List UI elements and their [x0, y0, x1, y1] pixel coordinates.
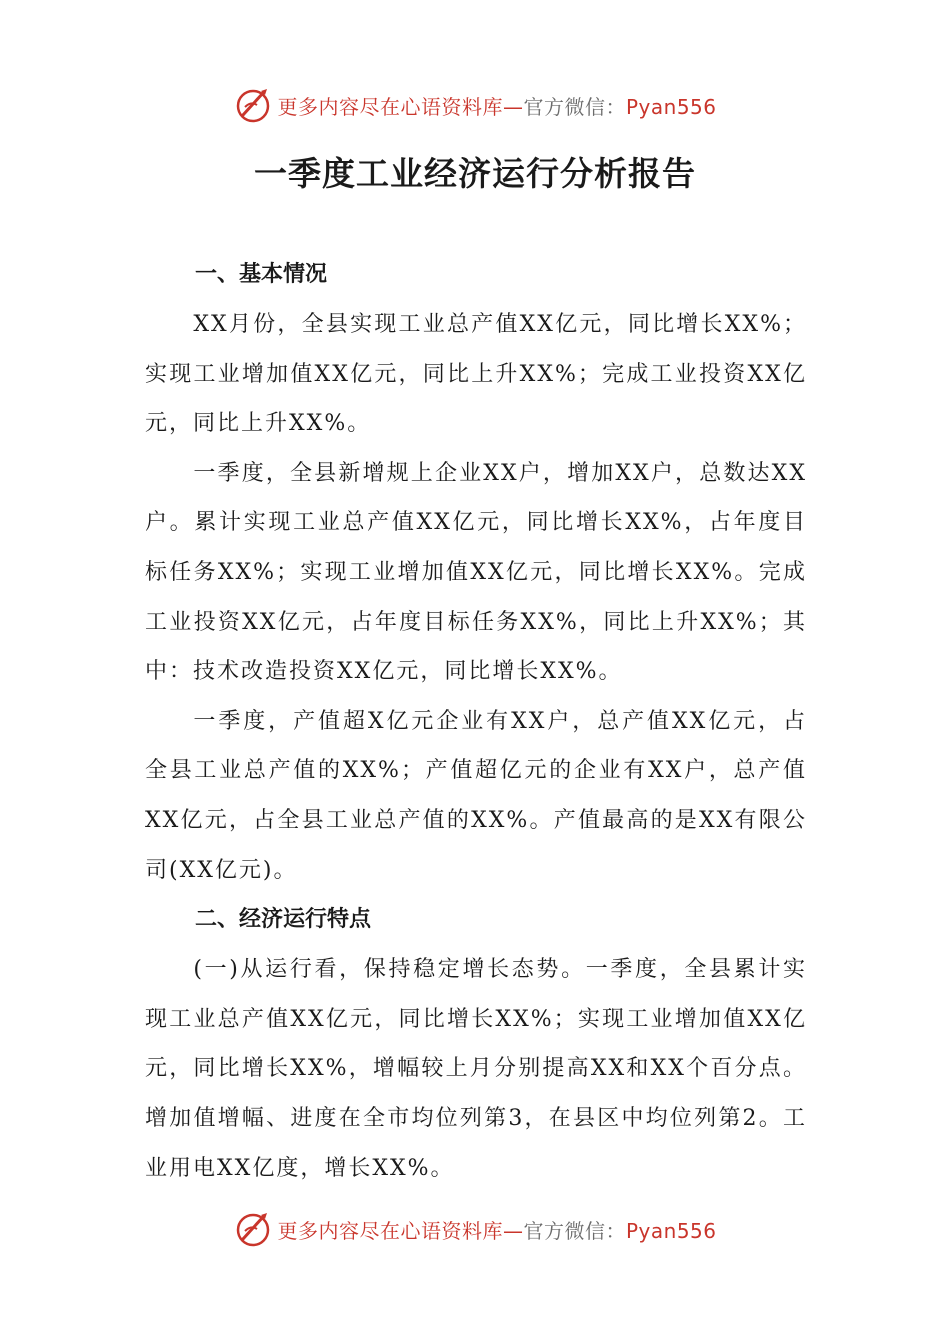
- paragraph: 一季度，全县新增规上企业XX户，增加XX户，总数达XX户。累计实现工业总产值XX亿元，同比增长XX%，占年度目标任务XX%；实现工业增加值XX亿元，同比增长XX%。完成工业投资XX亿元，占年度目标任务XX%，同比上升XX%；其中：技术改造投资XX亿元，同比增长XX%。: [145, 460, 807, 685]
- paragraph: (一)从运行看，保持稳定增长态势。一季度，全县累计实现工业总产值XX亿元，同比增长XX%；实现工业增加值XX亿元，同比增长XX%，增幅较上月分别提高XX和XX个百分点。增加值增幅、进度在全市均位列第3，在县区中均位列第2。工业用电XX亿度，增长XX%。: [145, 957, 807, 1181]
- watermark-banner-top: [0, 80, 950, 130]
- watermark-text: [277, 91, 716, 120]
- watermark-banner-bottom: [0, 1204, 950, 1254]
- pen-logo-icon: [233, 85, 273, 125]
- document-body: [145, 250, 807, 1193]
- watermark-text: [277, 1215, 716, 1244]
- watermark-wechat-label: 官方微信：: [523, 1218, 626, 1243]
- paragraph: XX月份，全县实现工业总产值XX亿元，同比增长XX%；实现工业增加值XX亿元，同比上升XX%；完成工业投资XX亿元，同比上升XX%。: [145, 312, 807, 437]
- section-heading-basic: 一、基本情况: [195, 262, 328, 287]
- section-heading-features: 二、经济运行特点: [195, 907, 372, 933]
- document-title: 一季度工业经济运行分析报告: [254, 154, 696, 193]
- watermark-wechat-label: 官方微信：: [523, 94, 626, 119]
- watermark-wechat-id: Pyan556: [625, 1218, 717, 1243]
- watermark-wechat-id: Pyan556: [625, 94, 717, 119]
- paragraph: 一季度，产值超X亿元企业有XX户，总产值XX亿元，占全县工业总产值的XX%；产值超亿元的企业有XX户，总产值XX亿元，占全县工业总产值的XX%。产值最高的是XX有限公司(XX亿元)。: [145, 708, 807, 883]
- pen-logo-icon: [233, 1209, 273, 1249]
- watermark-prefix: 更多内容尽在心语资料库—: [277, 1218, 524, 1243]
- watermark-prefix: 更多内容尽在心语资料库—: [277, 94, 524, 119]
